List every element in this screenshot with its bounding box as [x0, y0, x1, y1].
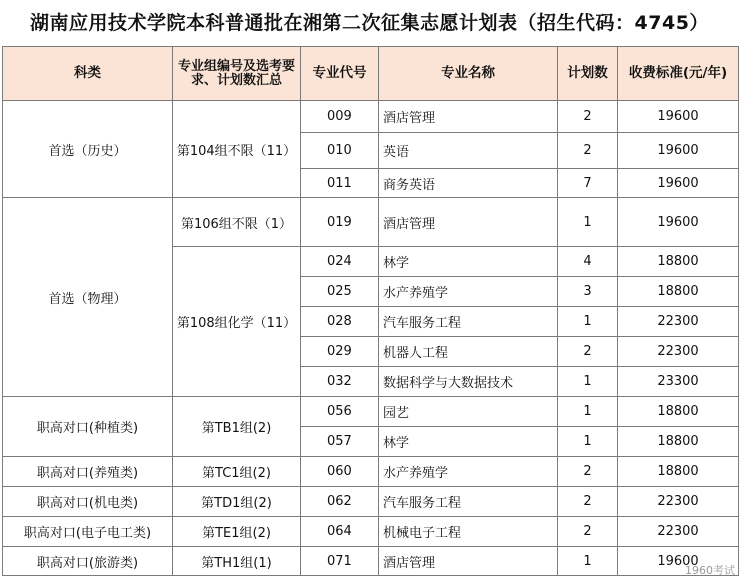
table-row	[3, 517, 739, 547]
plan-count: 4	[558, 247, 618, 277]
major-name: 数据科学与大数据技术	[379, 367, 558, 397]
major-code: 062	[301, 487, 379, 517]
fee-cell: 22300	[618, 517, 739, 547]
fee-cell: 19600	[618, 133, 739, 169]
major-name: 汽车服务工程	[379, 487, 558, 517]
plan-count: 2	[558, 517, 618, 547]
plan-count: 1	[558, 367, 618, 397]
plan-count: 1	[558, 547, 618, 576]
major-code: 060	[301, 457, 379, 487]
major-name: 汽车服务工程	[379, 307, 558, 337]
fee-cell: 22300	[618, 337, 739, 367]
group-cell: 第TE1组(2)	[173, 517, 301, 547]
fee-cell: 19600	[618, 101, 739, 133]
fee-cell: 22300	[618, 307, 739, 337]
major-code: 029	[301, 337, 379, 367]
fee-cell: 19600	[618, 169, 739, 198]
fee-cell: 18800	[618, 277, 739, 307]
major-code: 024	[301, 247, 379, 277]
enrollment-plan-table	[2, 46, 739, 576]
header-code: 专业代号	[301, 47, 379, 101]
major-name: 林学	[379, 247, 558, 277]
major-name: 林学	[379, 427, 558, 457]
plan-count: 2	[558, 337, 618, 367]
plan-count: 2	[558, 457, 618, 487]
fee-cell: 18800	[618, 457, 739, 487]
table-row	[3, 101, 739, 133]
group-cell: 第106组不限（1）	[173, 198, 301, 247]
plan-count: 1	[558, 307, 618, 337]
category-cell: 职高对口(养殖类)	[3, 457, 173, 487]
header-count: 计划数	[558, 47, 618, 101]
major-code: 011	[301, 169, 379, 198]
category-cell: 职高对口(旅游类)	[3, 547, 173, 576]
group-cell: 第TH1组(1)	[173, 547, 301, 576]
table-row	[3, 547, 739, 576]
category-cell: 职高对口(电子电工类)	[3, 517, 173, 547]
fee-cell: 19600	[618, 198, 739, 247]
fee-cell: 19600	[618, 547, 739, 576]
plan-count: 1	[558, 198, 618, 247]
plan-count: 3	[558, 277, 618, 307]
major-code: 057	[301, 427, 379, 457]
major-name: 英语	[379, 133, 558, 169]
major-name: 园艺	[379, 397, 558, 427]
fee-cell: 18800	[618, 397, 739, 427]
major-code: 064	[301, 517, 379, 547]
header-fee: 收费标准(元/年)	[618, 47, 739, 101]
fee-cell: 18800	[618, 427, 739, 457]
major-name: 机器人工程	[379, 337, 558, 367]
major-name: 酒店管理	[379, 101, 558, 133]
major-code: 071	[301, 547, 379, 576]
category-cell: 首选（物理）	[3, 198, 173, 397]
group-cell: 第TD1组(2)	[173, 487, 301, 517]
major-name: 商务英语	[379, 169, 558, 198]
category-cell: 职高对口(机电类)	[3, 487, 173, 517]
plan-count: 2	[558, 133, 618, 169]
major-code: 019	[301, 198, 379, 247]
major-code: 028	[301, 307, 379, 337]
table-row	[3, 198, 739, 247]
plan-count: 2	[558, 487, 618, 517]
category-cell: 首选（历史）	[3, 101, 173, 198]
major-code: 032	[301, 367, 379, 397]
category-cell: 职高对口(种植类)	[3, 397, 173, 457]
plan-count: 1	[558, 427, 618, 457]
header-row	[3, 47, 739, 101]
major-name: 水产养殖学	[379, 277, 558, 307]
group-cell: 第TB1组(2)	[173, 397, 301, 457]
plan-count: 7	[558, 169, 618, 198]
plan-count: 1	[558, 397, 618, 427]
major-code: 025	[301, 277, 379, 307]
fee-cell: 18800	[618, 247, 739, 277]
table-row	[3, 487, 739, 517]
major-code: 056	[301, 397, 379, 427]
major-name: 酒店管理	[379, 198, 558, 247]
major-name: 水产养殖学	[379, 457, 558, 487]
plan-count: 2	[558, 101, 618, 133]
major-name: 酒店管理	[379, 547, 558, 576]
table-row	[3, 397, 739, 427]
header-category: 科类	[3, 47, 173, 101]
table-row	[3, 457, 739, 487]
group-cell: 第104组不限（11）	[173, 101, 301, 198]
header-group: 专业组编号及选考要求、计划数汇总	[173, 47, 301, 101]
major-code: 009	[301, 101, 379, 133]
group-cell: 第TC1组(2)	[173, 457, 301, 487]
fee-cell: 23300	[618, 367, 739, 397]
major-name: 机械电子工程	[379, 517, 558, 547]
watermark: 1960考试	[685, 564, 735, 577]
fee-cell: 22300	[618, 487, 739, 517]
group-cell: 第108组化学（11）	[173, 247, 301, 397]
header-name: 专业名称	[379, 47, 558, 101]
page-title: 湖南应用技术学院本科普通批在湘第二次征集志愿计划表（招生代码：4745）	[30, 12, 709, 34]
major-code: 010	[301, 133, 379, 169]
